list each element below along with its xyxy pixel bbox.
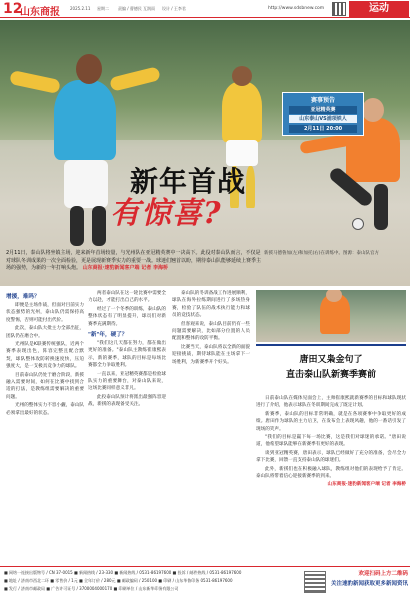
- paragraph: 谈到亚冠精英赛，唐田表示，球队已经做好了充分的准备，会尽全力拿下比赛，回馈一直支持泰山队的球迷们。: [256, 450, 406, 464]
- secondary-story-body: [256, 395, 406, 563]
- paragraph: 光州队是K联赛传统强队，近两个赛季表现出色，阵容完整且配合默契，球队整体攻防转换速度快，压迫强度大，是一支极具竞争力的球队。: [6, 342, 84, 370]
- designer-credit: 设计 / 王李君: [162, 6, 186, 11]
- masthead: [0, 0, 410, 18]
- qr-code-icon: [332, 2, 346, 16]
- secondary-headline: 唐田又枭金句了: [299, 355, 363, 365]
- preview-title: 赛事预告: [310, 97, 335, 104]
- footer-info-row: ■ 网络一连接出版物号 / CN 37-0015 ■ 新闻热线 / 23-330 ■ 新闻热线 / 0531-86197600 ■ 投诉 / 邮件热线 / 0531-86197600: [4, 570, 242, 575]
- page-number: 12: [3, 1, 23, 17]
- player-leg: [70, 206, 84, 246]
- issue-date: 2025.2.11: [70, 6, 91, 11]
- preview-time: 2月11日 20:00: [289, 125, 357, 133]
- subheading: 增援，难吗？: [6, 294, 40, 300]
- paragraph: 但客观来说，泰山队目前仍有一些问题需要解决，比如部分位置的人员配置和整体的攻防平衡。: [172, 321, 250, 342]
- photo-caption: 新援马德鲁加(左)和加托(右)在训练中。图源：泰山队官方: [264, 251, 380, 256]
- footer-promo: [304, 569, 408, 599]
- paragraph: 经过了一个冬季的训练，泰山队的整体状态有了明显提升，球员们对新赛季充满期待。: [88, 306, 166, 327]
- paragraph: 光州的整体实力不容小觑，泰山队必须拿出最好的状态。: [6, 403, 84, 416]
- secondary-subheadline: 直击泰山队新赛季赛前: [285, 370, 376, 380]
- player-leg: [92, 206, 106, 246]
- article-column-3: [172, 290, 250, 560]
- player-figure: [222, 82, 262, 142]
- player-leg: [374, 184, 388, 230]
- promo-line2: 关注速豹新闻获取更多新闻资讯: [330, 581, 408, 587]
- headline-line1: 新年首战: [130, 165, 247, 198]
- paper-name: 山东商报: [20, 7, 60, 18]
- paragraph: 日前泰山队在媒体见面会上，主帅崔康熙就新赛季的目标和球队现状进行了介绍，他表示球队在冬训期间完成了既定计划。: [256, 396, 406, 409]
- issue-weekday: 星期二: [97, 6, 109, 11]
- subheading: "新"年，硬了？: [88, 332, 128, 339]
- paragraph: "我们这几天都在努力，都在做出更好的准备。"泰山队主教练崔康熙表示，新的赛季，球队的目标是每场比赛都全力争取胜利。: [88, 341, 166, 369]
- website-url: http://www.sdsbnew.com: [268, 6, 325, 11]
- paragraph: 一直以来，亚冠精英赛都是检验球队实力的重要舞台，对泰山队来说，这场比赛同样意义非凡。: [88, 371, 166, 392]
- secondary-credit: 山东商报·速豹新闻客户端 记者 李海桥: [327, 482, 406, 488]
- player-head: [76, 54, 102, 84]
- paragraph: 此役泰山队预计将派出最强阵容迎战，新援的表现备受关注。: [88, 394, 166, 408]
- promo-line1: 欢迎扫码上方二维码: [358, 571, 408, 577]
- qr-code-icon: [304, 571, 326, 593]
- lead-text: 2月11日，泰山队将坐镇主场，迎来新年首场较量，与光州队在亚冠精英赛中一决高下。此役对泰山队而言，不仅是对球队冬训成果的一次全面检验，更是展现新赛季实力的重要一战。球迷们翘首以盼，期待泰山队能够延续上赛季主场的强势，为新的一年打响头炮。: [6, 250, 262, 271]
- paragraph: 新赛季，泰山队的目标非常明确，就是在各项赛事中争取更好的成绩。唐田作为球队的主力后卫，在发布会上表现风趣，他的一番话引发了现场的笑声。: [256, 411, 406, 432]
- paragraph: 泰山队的冬训备战工作进展顺利，球队在海外拉练期间进行了多场热身赛，检验了队伍的战术执行能力和球员的竞技状态。: [172, 291, 250, 319]
- secondary-photo: [256, 290, 406, 342]
- proofreader-credit: 互润雨: [143, 6, 155, 11]
- player-shorts: [64, 160, 108, 208]
- paragraph: "我们的目标是赢下每一场比赛，这是我们对球迷的承诺。"唐田说道，他希望球队能够在新赛季有更好的表现。: [256, 435, 406, 448]
- footer-info-row: ■ 地址 / 济南市西北二环 ■ 零售价 / 1元 ■ 全年订价 / 280元 ■ 邮政编码 / 250100 ■ 印刷 / 山东华鲁印务 0531-86197600: [4, 578, 233, 583]
- paragraph: 即便是主场作战，但面对目前实力状态强势的光州，泰山队仍需保持高度警惕，否则可能付出代价。: [6, 303, 84, 323]
- section-tag: 运动: [349, 1, 409, 17]
- preview-competition: 亚冠精英赛: [289, 106, 357, 114]
- lead-paragraph: [6, 250, 261, 273]
- paragraph: 比赛当天，泰山队将以全新的面貌迎接挑战，期待球队能在主场拿下一场胜利，为新赛季开个好头。: [172, 344, 250, 365]
- paragraph: 此外，新援们也在积极融入球队，教练组对他们的表现给予了肯定。泰山队将带着信心迎接新赛季的到来。: [256, 466, 406, 480]
- lead-credit: 山东商报·速豹新闻客户端 记者 李海桥: [82, 265, 168, 271]
- player-leg: [246, 166, 255, 208]
- football-icon: [352, 218, 364, 230]
- player-figure: [54, 80, 116, 160]
- secondary-story-header: [256, 344, 406, 394]
- match-preview-box: [282, 92, 364, 136]
- player-head: [362, 98, 384, 122]
- footer-info-row: ■ 发行 / 济南市邮政局 ■ 广告许可证号 / 3700004000170 ■ 印刷单位 / 山东新华印务有限公司: [4, 586, 179, 591]
- footer: [0, 566, 410, 602]
- player-head: [232, 66, 252, 86]
- article-column-1: [6, 290, 84, 560]
- paragraph: 此次，泰山队大批主力全部出征，团队仍在磨合中。: [6, 326, 84, 339]
- paragraph: 目前泰山队仍处于磨合阶段，新援融入需要时间，如何在比赛中找到合适的打法，是教练组需要解决的重要问题。: [6, 372, 84, 400]
- article-column-2: [88, 290, 166, 560]
- hero-photo: [0, 20, 410, 286]
- paragraph: 两者泰山队在这一轮比赛中需要全力以赴，才能打出自己的水平。: [88, 291, 166, 304]
- preview-matchup: 山东泰山VS浦项铁人: [289, 115, 357, 123]
- headline-line2: 有惊喜?: [110, 196, 222, 231]
- editor-credit: 责编 / 曹德民: [118, 6, 142, 11]
